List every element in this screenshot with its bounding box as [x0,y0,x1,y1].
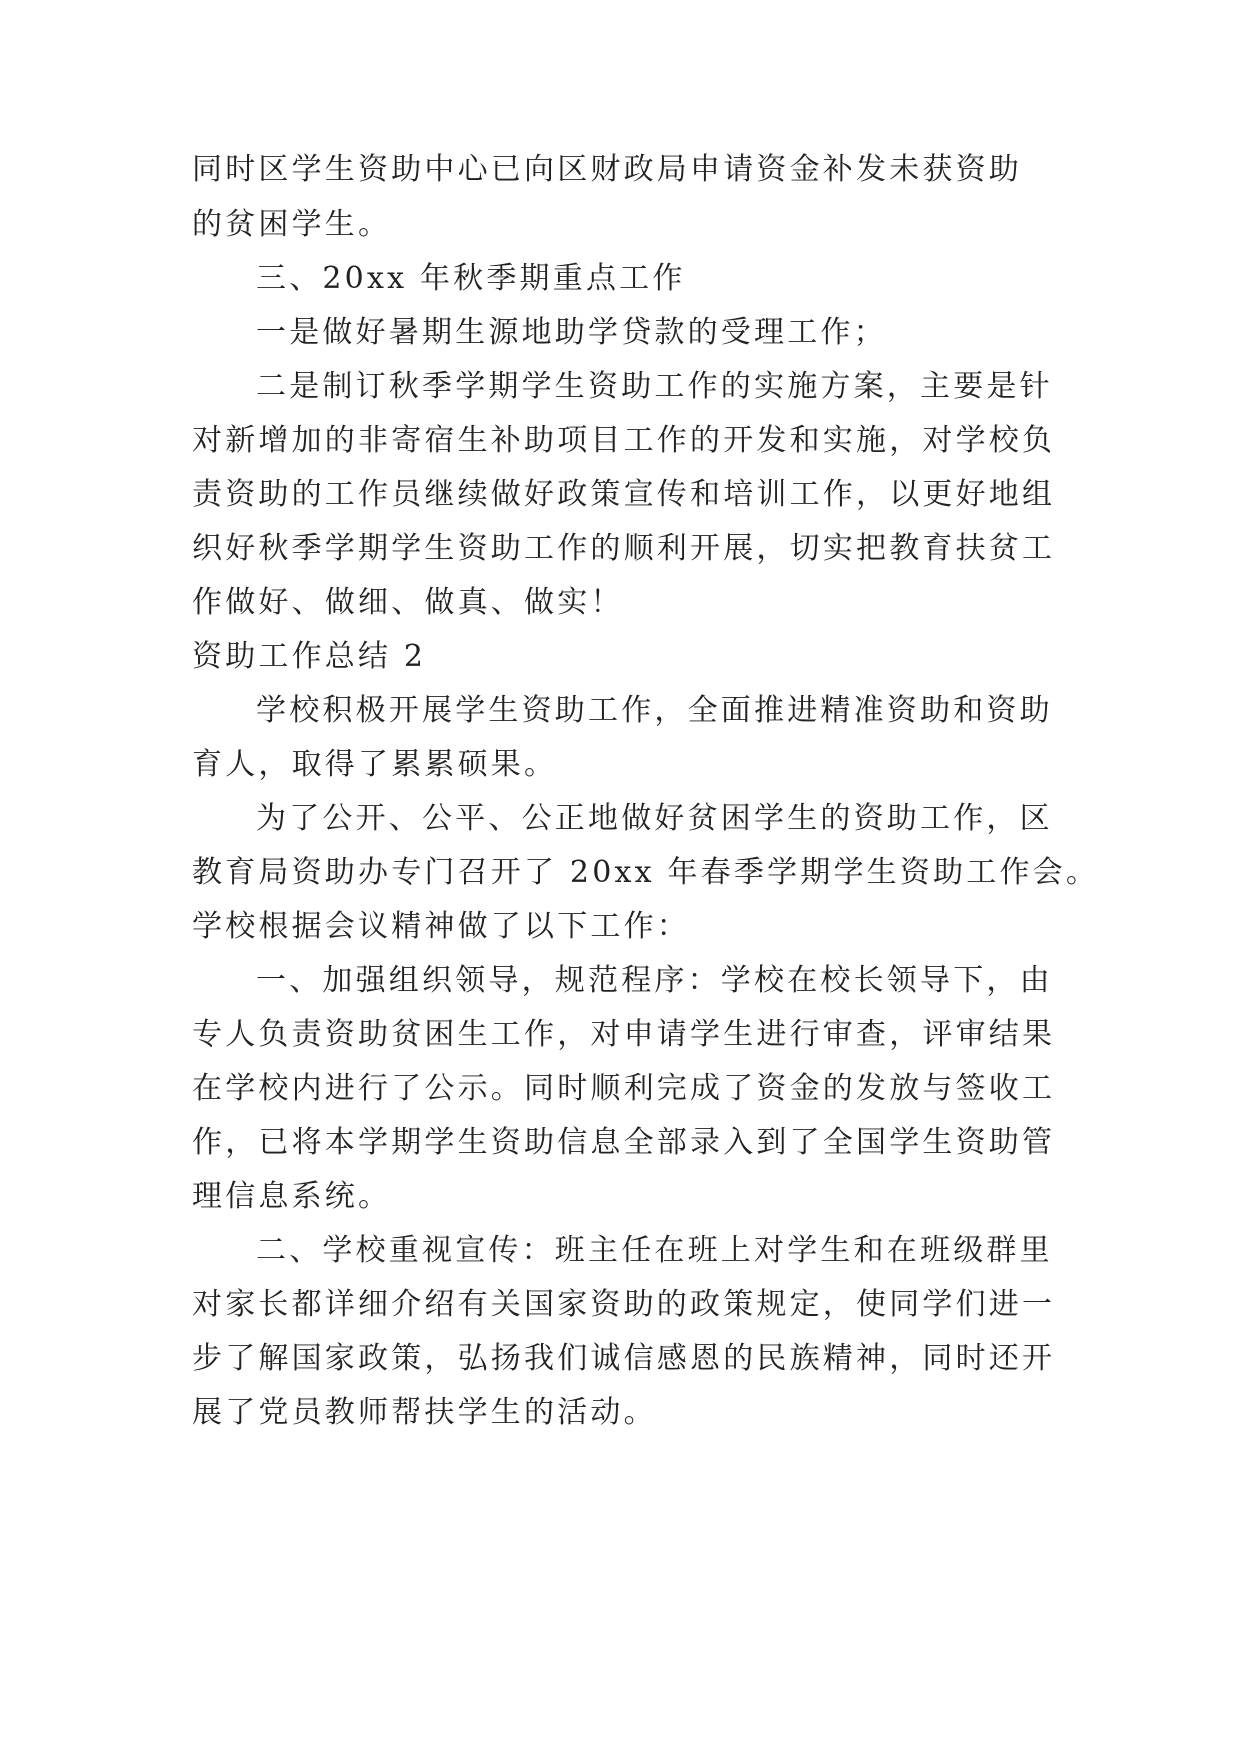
body-text-line: 专人负责资助贫困生工作，对申请学生进行审查，评审结果 [192,1017,1056,1052]
section-heading: 三、20xx 年秋季期重点工作 [256,261,686,296]
body-text-line: 学校根据会议精神做了以下工作： [192,909,690,944]
body-text-line: 织好秋季学期学生资助工作的顺利开展，切实把教育扶贫工 [192,531,1056,566]
body-text-line: 学校积极开展学生资助工作，全面推进精准资助和资助 [256,693,1053,728]
body-text-line: 展了党员教师帮扶学生的活动。 [192,1395,657,1430]
body-text-line: 教育局资助办专门召开了 20xx 年春季学期学生资助工作会。 [192,855,1100,890]
body-text-line: 作做好、做细、做真、做实！ [192,585,624,620]
body-text-line: 二是制订秋季学期学生资助工作的实施方案，主要是针 [256,369,1053,404]
body-text-line: 作，已将本学期学生资助信息全部录入到了全国学生资助管 [192,1125,1056,1160]
body-text-line: 对家长都详细介绍有关国家资助的政策规定，使同学们进一 [192,1287,1056,1322]
body-text-line: 同时区学生资助中心已向区财政局申请资金补发未获资助 [192,152,1022,187]
body-text-line: 二、学校重视宣传：班主任在班上对学生和在班级群里 [256,1233,1053,1268]
body-text-line: 的贫困学生。 [192,207,392,242]
body-text-line: 育人，取得了累累硕果。 [192,747,558,782]
document-title: 资助工作总结 2 [192,639,427,674]
body-text-line: 一、加强组织领导，规范程序：学校在校长领导下，由 [256,963,1053,998]
body-text-line: 责资助的工作员继续做好政策宣传和培训工作，以更好地组 [192,477,1056,512]
body-text-line: 为了公开、公平、公正地做好贫困学生的资助工作，区 [256,801,1053,836]
body-text-line: 一是做好暑期生源地助学贷款的受理工作； [256,315,887,350]
body-text-line: 理信息系统。 [192,1179,392,1214]
body-text-line: 步了解国家政策，弘扬我们诚信感恩的民族精神，同时还开 [192,1341,1056,1376]
body-text-line: 在学校内进行了公示。同时顺利完成了资金的发放与签收工 [192,1071,1056,1106]
body-text-line: 对新增加的非寄宿生补助项目工作的开发和实施，对学校负 [192,423,1056,458]
